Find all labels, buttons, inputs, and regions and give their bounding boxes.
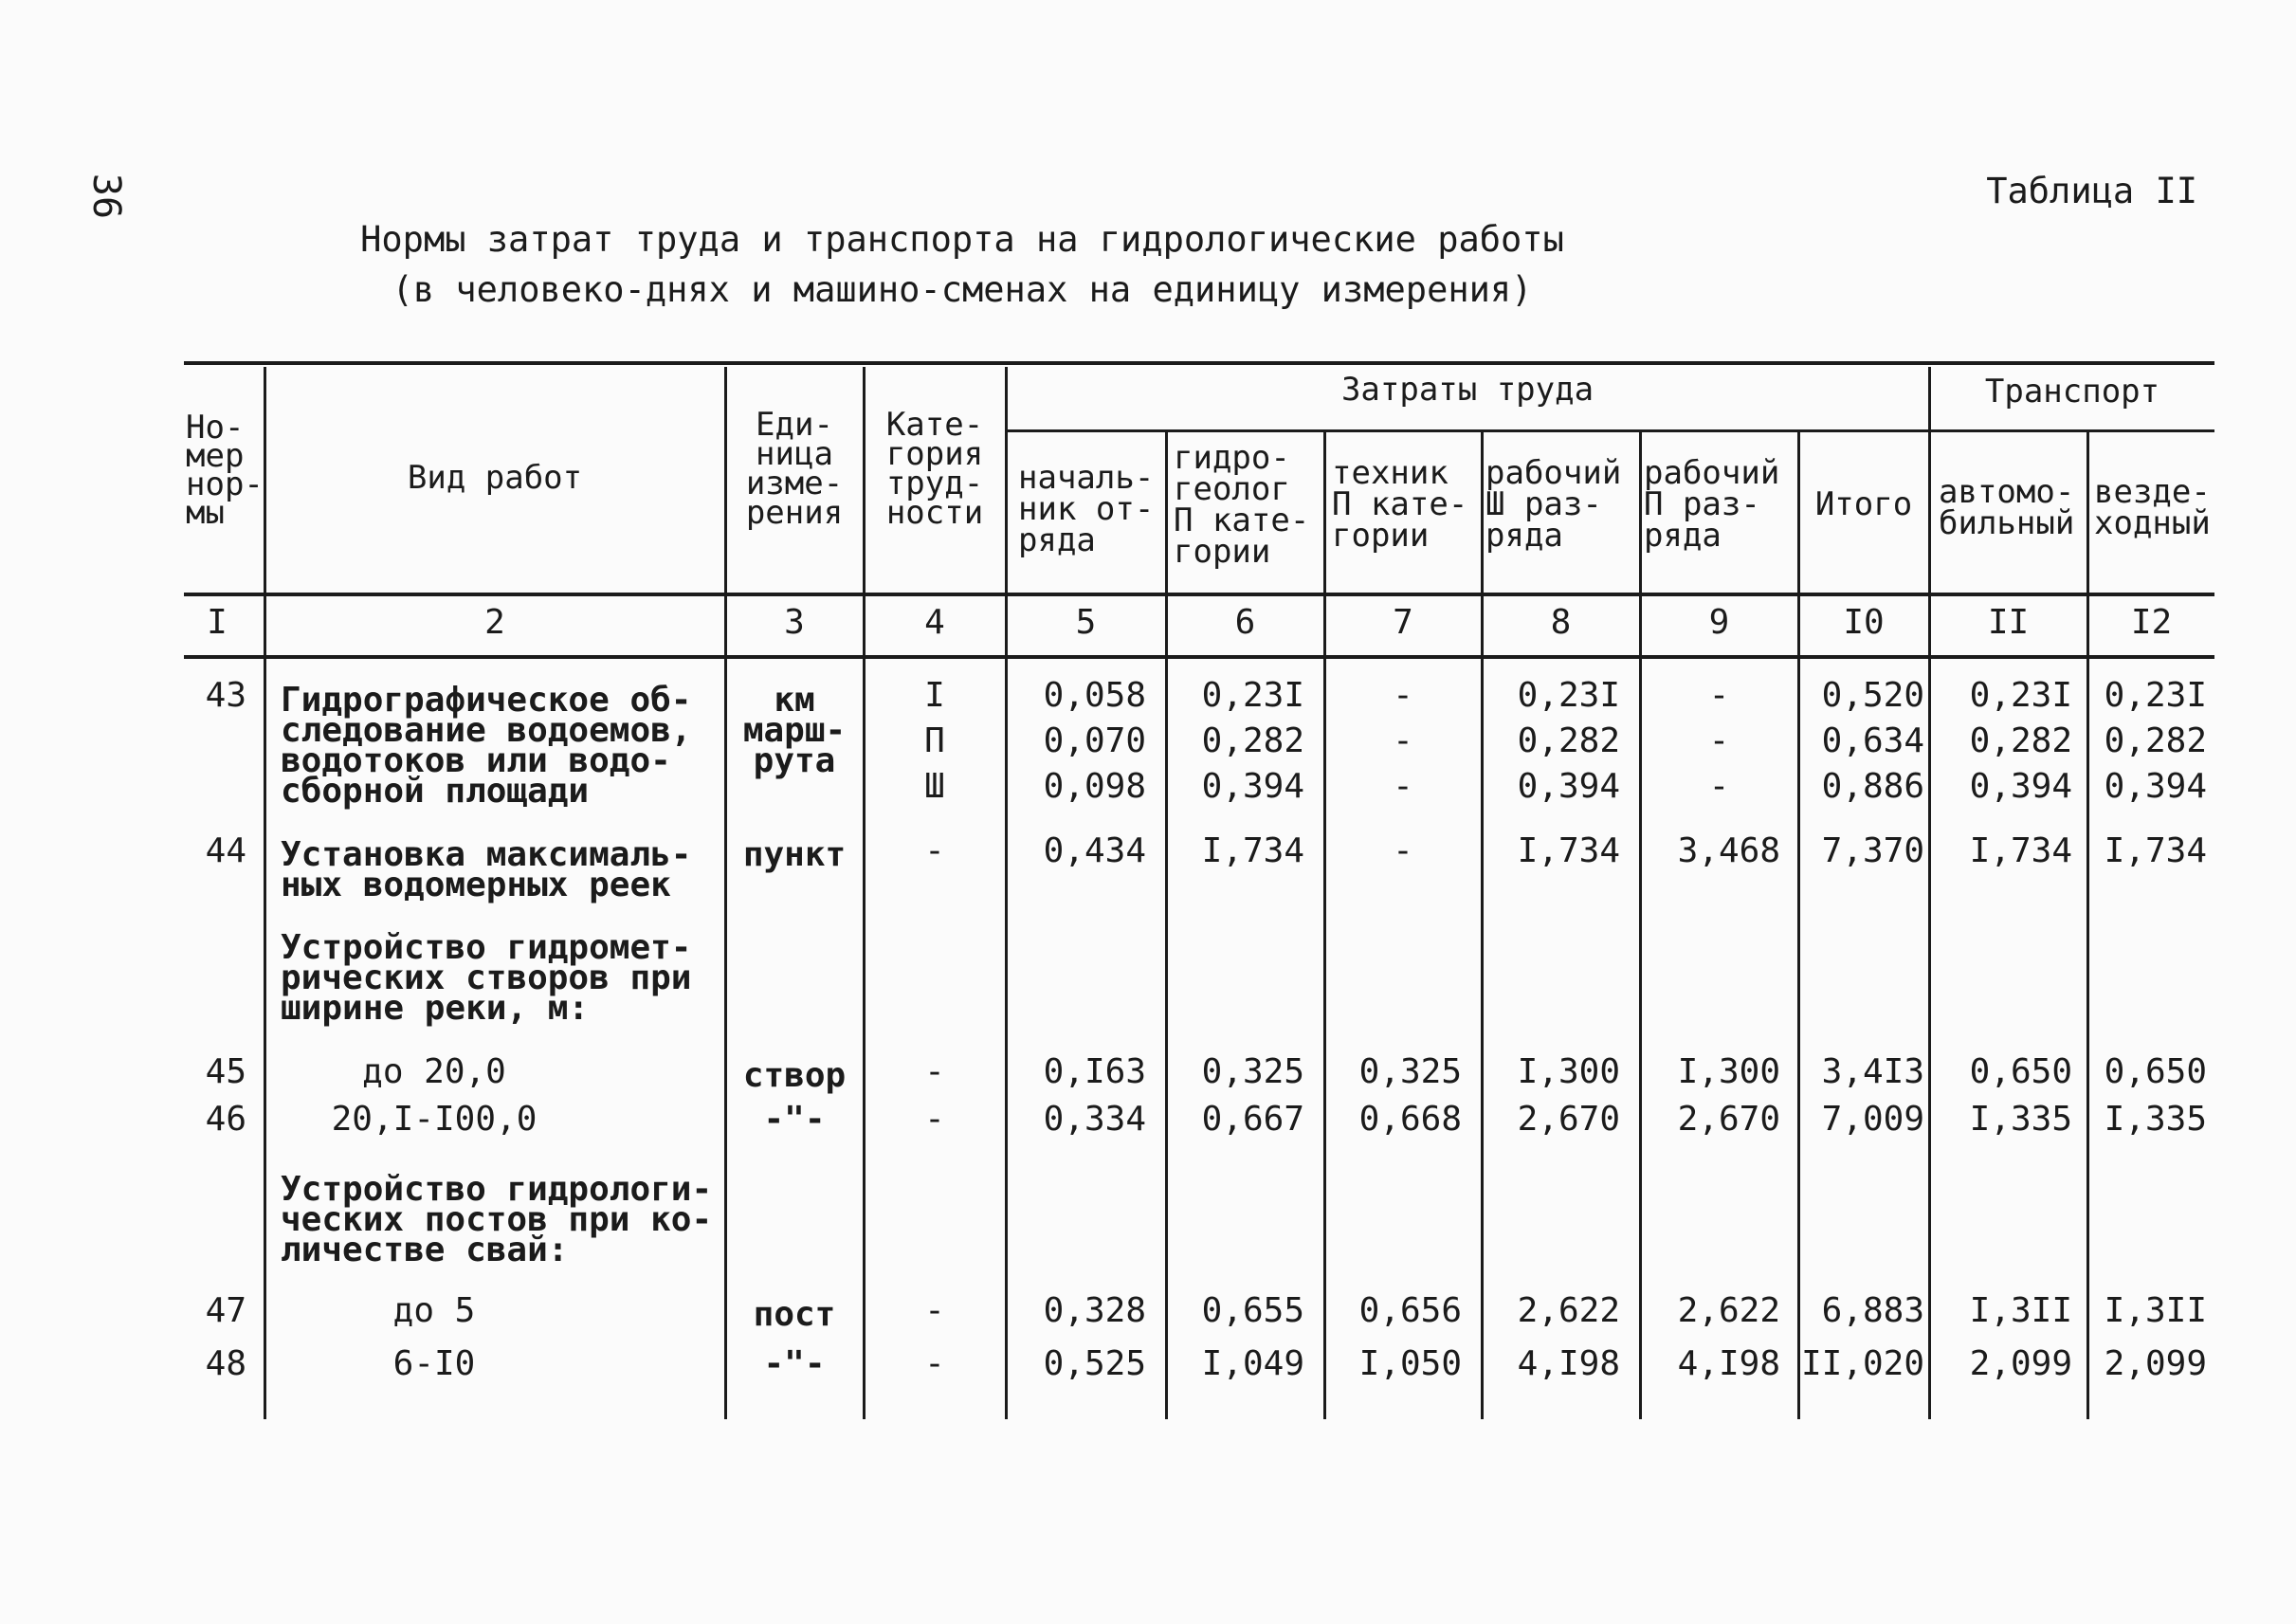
value-cell: 0,525 (1043, 1344, 1146, 1383)
value-cell: 0,650 (2104, 1052, 2207, 1091)
value-cell: 6,883 (1821, 1291, 1924, 1330)
col-number: I (207, 603, 228, 642)
unit-cell: -"- (763, 1344, 826, 1383)
unit-cell: пункт (742, 835, 847, 874)
vrule (264, 367, 266, 1419)
value-cell: 0,334 (1043, 1100, 1146, 1139)
rule-numbers-bottom (184, 655, 2214, 659)
col-number: II (1987, 603, 2030, 642)
value-cell: - (1708, 676, 1730, 715)
value-cell: 0,282 (2104, 721, 2207, 760)
category-cell: П (924, 721, 945, 760)
value-cell: 2,099 (1969, 1344, 2072, 1383)
value-cell: - (1708, 721, 1730, 760)
value-cell: 0,23I (1969, 676, 2072, 715)
value-cell: I,3II (2104, 1291, 2207, 1330)
value-cell: 0,667 (1201, 1100, 1304, 1139)
work-description: до 20,0 (362, 1052, 506, 1091)
col-number: 6 (1234, 603, 1256, 642)
value-cell: I,734 (2104, 831, 2207, 870)
header-labor-group: Затраты труда (1340, 371, 1594, 409)
work-description: до 5 (392, 1291, 476, 1330)
header-work: Вид работ (407, 459, 583, 497)
value-cell: 2,670 (1517, 1100, 1620, 1139)
value-cell: 0,434 (1043, 831, 1146, 870)
page-number: 36 (84, 173, 129, 220)
vrule (1481, 429, 1484, 1419)
value-cell: 0,098 (1043, 767, 1146, 806)
col-number: 9 (1708, 603, 1730, 642)
rule-top (184, 361, 2214, 365)
value-cell: 0,282 (1969, 721, 2072, 760)
value-cell: 0,058 (1043, 676, 1146, 715)
row-number: 45 (205, 1052, 246, 1091)
value-cell: I,734 (1969, 831, 2072, 870)
row-number: 44 (205, 831, 246, 870)
col-number: 3 (784, 603, 805, 642)
value-cell: I,335 (1969, 1100, 2072, 1139)
value-cell: I,734 (1517, 831, 1620, 870)
value-cell: - (1393, 676, 1413, 715)
value-cell: 4,I98 (1517, 1344, 1620, 1383)
title-line-1: Нормы затрат труда и транспорта на гидрологические работы (360, 219, 1564, 260)
value-cell: 0,650 (1969, 1052, 2072, 1091)
header-num: Но- мер нор- мы (186, 409, 264, 532)
value-cell: 7,370 (1821, 831, 1924, 870)
work-description: Установка максималь- ных водомерных реек (281, 835, 692, 904)
col-number: I2 (2130, 603, 2173, 642)
col-number: 2 (484, 603, 505, 642)
unit-cell: км марш- рута (742, 681, 847, 780)
header-category: Кате- гория труд- ности (885, 406, 984, 532)
col-number: 5 (1075, 603, 1097, 642)
value-cell: 0,668 (1358, 1100, 1462, 1139)
value-cell: 0,520 (1821, 676, 1924, 715)
table-title (0, 214, 1924, 315)
value-cell: II,020 (1800, 1344, 1924, 1383)
value-cell: 0,23I (1201, 676, 1304, 715)
category-cell: - (924, 1344, 945, 1383)
header-transport-group: Транспорт (1984, 373, 2160, 411)
value-cell: 2,622 (1517, 1291, 1620, 1330)
group-heading: Устройство гидромет- рических створов при ширине реки, м: (281, 928, 692, 1028)
header-col5: началь- ник от- ряда (1018, 459, 1155, 559)
col-number: I0 (1843, 603, 1885, 642)
category-cell: I (924, 676, 945, 715)
row-number: 46 (205, 1100, 246, 1139)
row-number: 48 (205, 1344, 246, 1383)
value-cell: - (1708, 767, 1730, 806)
value-cell: 0,394 (2104, 767, 2207, 806)
value-cell: I,300 (1677, 1052, 1780, 1091)
row-number: 43 (205, 676, 246, 715)
col-number: 7 (1393, 603, 1413, 642)
vrule (2086, 429, 2089, 1419)
value-cell: 0,886 (1821, 767, 1924, 806)
value-cell: 7,009 (1821, 1100, 1924, 1139)
work-description: 20,I-I00,0 (331, 1100, 538, 1139)
norms-table (184, 361, 2214, 1423)
value-cell: 0,23I (2104, 676, 2207, 715)
unit-cell: пост (753, 1295, 836, 1334)
category-cell: - (924, 1052, 945, 1091)
value-cell: 2,622 (1677, 1291, 1780, 1330)
header-col9: рабочий П раз- ряда (1644, 454, 1780, 555)
header-col7: техник П кате- гории (1332, 454, 1468, 555)
category-cell: - (924, 1291, 945, 1330)
vrule (1323, 429, 1326, 1419)
category-cell: - (924, 1100, 945, 1139)
header-col12: везде- ходный (2094, 473, 2211, 542)
category-cell: - (924, 831, 945, 870)
value-cell: 4,I98 (1677, 1344, 1780, 1383)
value-cell: 0,282 (1201, 721, 1304, 760)
value-cell: 0,23I (1517, 676, 1620, 715)
table-label: Таблица II (1986, 171, 2197, 211)
vrule (1165, 429, 1168, 1419)
header-col6: гидро- геолог П кате- гории (1174, 439, 1310, 571)
value-cell: 0,655 (1201, 1291, 1304, 1330)
value-cell: 2,099 (2104, 1344, 2207, 1383)
vrule (1928, 367, 1931, 1419)
vrule (1639, 429, 1642, 1419)
value-cell: I,050 (1358, 1344, 1462, 1383)
col-number: 8 (1550, 603, 1572, 642)
value-cell: 0,325 (1358, 1052, 1462, 1091)
col-number: 4 (924, 603, 945, 642)
value-cell: 0,394 (1201, 767, 1304, 806)
value-cell: I,335 (2104, 1100, 2207, 1139)
header-col10: Итого (1814, 485, 1913, 523)
value-cell: I,3II (1969, 1291, 2072, 1330)
row-number: 47 (205, 1291, 246, 1330)
value-cell: 3,468 (1677, 831, 1780, 870)
group-heading: Устройство гидрологи- ческих постов при ко- личестве свай: (281, 1170, 713, 1269)
unit-cell: -"- (763, 1100, 826, 1139)
value-cell: 0,656 (1358, 1291, 1462, 1330)
rule-header-bottom (184, 593, 2214, 596)
value-cell: 0,394 (1517, 767, 1620, 806)
value-cell: 0,070 (1043, 721, 1146, 760)
category-cell: Ш (924, 767, 945, 806)
value-cell: 3,4I3 (1821, 1052, 1924, 1091)
value-cell: 0,282 (1517, 721, 1620, 760)
rule-group (1007, 429, 2214, 432)
vrule (1005, 367, 1008, 1419)
value-cell: - (1393, 721, 1413, 760)
value-cell: - (1393, 831, 1413, 870)
value-cell: 0,I63 (1043, 1052, 1146, 1091)
work-description: 6-I0 (392, 1344, 476, 1383)
title-line-2: (в человеко-днях и машино-сменах на единицу измерения) (392, 269, 1533, 310)
header-col8: рабочий Ш раз- ряда (1485, 454, 1622, 555)
value-cell: I,300 (1517, 1052, 1620, 1091)
value-cell: 0,634 (1821, 721, 1924, 760)
header-col11: автомо- бильный (1939, 473, 2075, 542)
value-cell: 2,670 (1677, 1100, 1780, 1139)
value-cell: - (1393, 767, 1413, 806)
value-cell: 0,394 (1969, 767, 2072, 806)
value-cell: I,049 (1201, 1344, 1304, 1383)
unit-cell: створ (742, 1056, 847, 1095)
work-description: Гидрографическое об- следование водоемов, водотоков или водо- сборной площади (281, 681, 692, 811)
header-unit: Еди- ница изме- рения (745, 406, 844, 532)
value-cell: 0,325 (1201, 1052, 1304, 1091)
value-cell: 0,328 (1043, 1291, 1146, 1330)
vrule (1797, 429, 1800, 1419)
value-cell: I,734 (1201, 831, 1304, 870)
